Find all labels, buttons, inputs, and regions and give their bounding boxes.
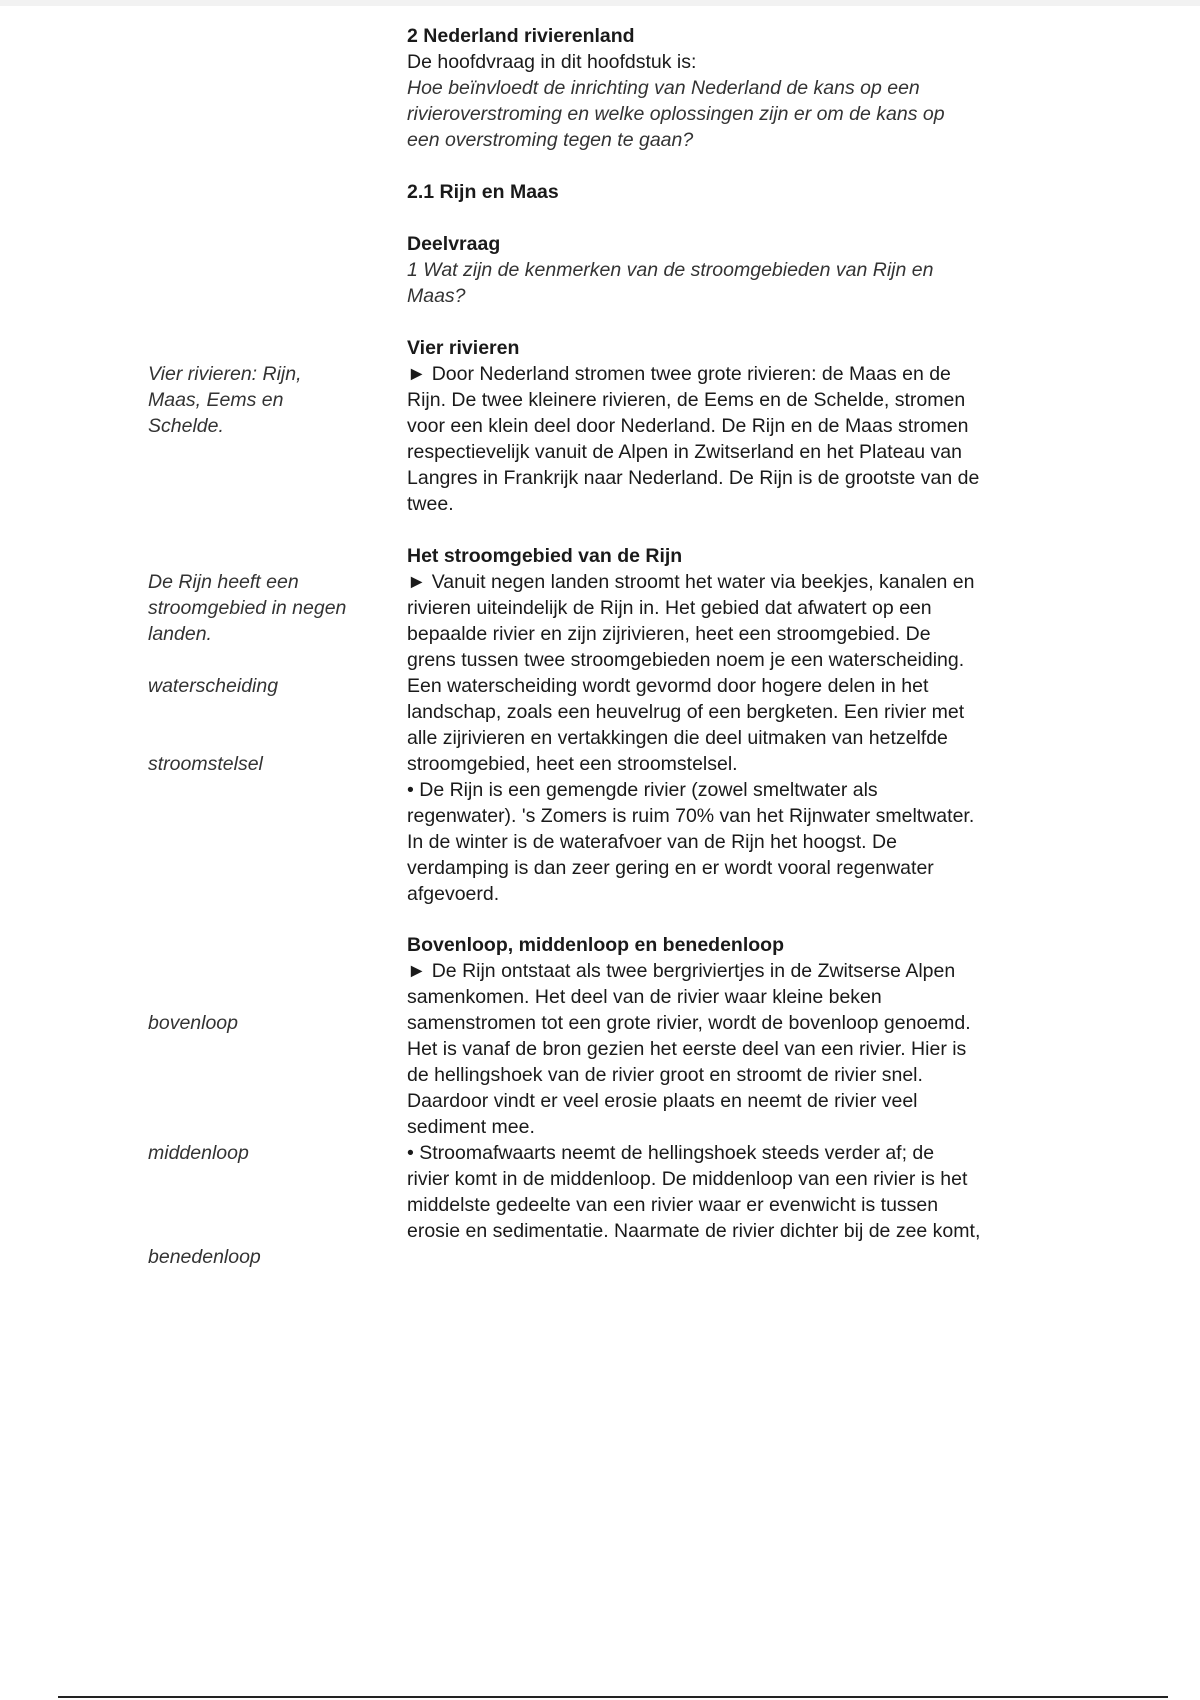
body-line: twee. [407, 493, 454, 515]
main-question-line: een overstroming tegen te gaan? [407, 129, 694, 151]
body-line: • Stroomafwaarts neemt de hellingshoek steeds verder af; de [407, 1142, 935, 1164]
margin-note-vier-rivieren: Vier rivieren: Rijn, [148, 363, 302, 385]
bottom-rule [58, 1696, 1168, 1698]
body-line: rivier komt in de middenloop. De middenloop van een rivier is het [407, 1168, 968, 1190]
chapter-intro: De hoofdvraag in dit hoofdstuk is: [407, 51, 697, 73]
main-question-line: Hoe beïnvloedt de inrichting van Nederland de kans op een [407, 77, 920, 99]
body-line: verdamping is dan zeer gering en er wordt vooral regenwater [407, 857, 934, 879]
body-line: rivieren uiteindelijk de Rijn in. Het gebied dat afwatert op een [407, 597, 932, 619]
block-heading-loop: Bovenloop, middenloop en benedenloop [407, 934, 784, 956]
body-line: Langres in Frankrijk naar Nederland. De Rijn is de grootste van de [407, 467, 980, 489]
body-line: ► De Rijn ontstaat als twee bergriviertjes in de Zwitserse Alpen [407, 960, 956, 982]
body-line: regenwater). 's Zomers is ruim 70% van het Rijnwater smeltwater. [407, 805, 975, 827]
body-line: middelste gedeelte van een rivier waar er evenwicht is tussen [407, 1194, 939, 1216]
main-question-line: rivieroverstroming en welke oplossingen zijn er om de kans op [407, 103, 945, 125]
body-line: de hellingshoek van de rivier groot en stroomt de rivier snel. [407, 1064, 923, 1086]
margin-term-waterscheiding: waterscheiding [148, 675, 279, 697]
margin-note-vier-rivieren: Maas, Eems en [148, 389, 284, 411]
body-line: samenkomen. Het deel van de rivier waar kleine beken [407, 986, 882, 1008]
body-line: erosie en sedimentatie. Naarmate de rivier dichter bij de zee komt, [407, 1220, 981, 1242]
body-line: grens tussen twee stroomgebieden noem je een waterscheiding. [407, 649, 965, 671]
block-heading-vier-rivieren: Vier rivieren [407, 337, 520, 359]
body-line: • De Rijn is een gemengde rivier (zowel smeltwater als [407, 779, 878, 801]
body-line: respectievelijk vanuit de Alpen in Zwitserland en het Plateau van [407, 441, 962, 463]
section-title: 2.1 Rijn en Maas [407, 181, 559, 203]
margin-note-vier-rivieren: Schelde. [148, 415, 224, 437]
body-line: Een waterscheiding wordt gevormd door hogere delen in het [407, 675, 929, 697]
body-line: In de winter is de waterafvoer van de Rijn het hoogst. De [407, 831, 897, 853]
subquestion-line: 1 Wat zijn de kenmerken van de stroomgebieden van Rijn en [407, 259, 934, 281]
subquestion-heading: Deelvraag [407, 233, 501, 255]
body-line: Rijn. De twee kleinere rivieren, de Eems en de Schelde, stromen [407, 389, 966, 411]
body-line: Daardoor vindt er veel erosie plaats en neemt de rivier veel [407, 1090, 918, 1112]
body-line: ► Vanuit negen landen stroomt het water via beekjes, kanalen en [407, 571, 975, 593]
body-line: bepaalde rivier en zijn zijrivieren, heet een stroomgebied. De [407, 623, 931, 645]
body-line: samenstromen tot een grote rivier, wordt de bovenloop genoemd. [407, 1012, 971, 1034]
body-line: landschap, zoals een heuvelrug of een bergketen. Een rivier met [407, 701, 965, 723]
body-line: alle zijrivieren en vertakkingen die deel uitmaken van hetzelfde [407, 727, 948, 749]
margin-note-rijn-stroomgebied: De Rijn heeft een [148, 571, 299, 593]
block-heading-stroomgebied: Het stroomgebied van de Rijn [407, 545, 683, 567]
margin-term-bovenloop: bovenloop [148, 1012, 238, 1034]
body-line: ► Door Nederland stromen twee grote rivieren: de Maas en de [407, 363, 951, 385]
top-edge [0, 0, 1200, 6]
margin-term-stroomstelsel: stroomstelsel [148, 753, 263, 775]
body-line: stroomgebied, heet een stroomstelsel. [407, 753, 738, 775]
body-line: sediment mee. [407, 1116, 535, 1138]
margin-note-rijn-stroomgebied: stroomgebied in negen [148, 597, 347, 619]
margin-term-middenloop: middenloop [148, 1142, 249, 1164]
body-line: afgevoerd. [407, 883, 500, 905]
chapter-title: 2 Nederland rivierenland [407, 25, 635, 47]
margin-note-rijn-stroomgebied: landen. [148, 623, 212, 645]
subquestion-line: Maas? [407, 285, 466, 307]
body-line: voor een klein deel door Nederland. De Rijn en de Maas stromen [407, 415, 969, 437]
body-line: Het is vanaf de bron gezien het eerste deel van een rivier. Hier is [407, 1038, 967, 1060]
margin-term-benedenloop: benedenloop [148, 1246, 261, 1268]
